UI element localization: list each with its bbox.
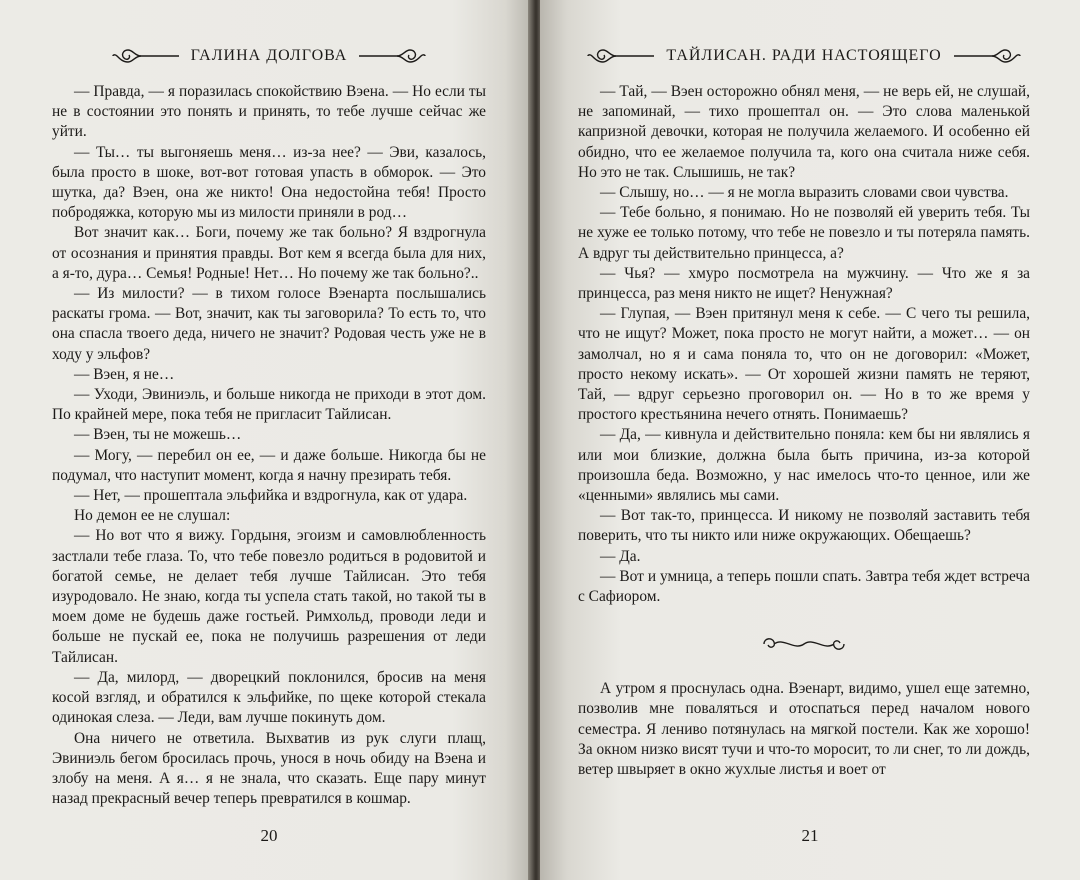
paragraph: — Вот и умница, а теперь пошли спать. Завтра тебя ждет встреча с Сафиором. bbox=[578, 567, 1030, 606]
paragraph: — Правда, — я поразилась спокойствию Вэена. — Но если ты не в состоянии это понять и принять, то тебе лучше сейчас же уйти. bbox=[52, 83, 486, 141]
flourish-right-ornament bbox=[357, 47, 427, 65]
paragraph: — Вот так-то, принцесса. И никому не позволяй заставить тебя поверить, что ты никто или ниже окружающих. Обещаешь? bbox=[578, 507, 1030, 545]
paragraph: — Могу, — перебил он ее, — и даже больше. Никогда бы не подумал, что наступит момент, когда я начну презирать тебя. bbox=[52, 446, 486, 484]
left-running-head-title: ГАЛИНА ДОЛГОВА bbox=[190, 47, 348, 64]
paragraph: Она ничего не ответила. Выхватив из рук слуги плащ, Эвиниэль бегом бросилась прочь, унося в ночь обиду на Вэена и злобу на меня. А я… я не знала, что сказать. Еще пару минут назад прекрасный вечер теперь превратился в кошмар. bbox=[52, 729, 486, 808]
paragraph: — Уходи, Эвиниэль, и больше никогда не приходи в этот дом. По крайней мере, пока тебя не пригласит Тайлисан. bbox=[52, 386, 486, 424]
right-running-head-title: ТАЙЛИСАН. РАДИ НАСТОЯЩЕГО bbox=[666, 47, 942, 64]
paragraph: — Тай, — Вэен осторожно обнял меня, — не верь ей, не слушай, не запоминай, — тихо прошептал он. — Это слова маленькой капризной девочки, которая не получила желаемого. И особенно ей обидно, что ее желаемое получила та, кого она считала ниже себя. Но это не так. Слышишь, не так? bbox=[578, 83, 1030, 181]
paragraph: А утром я проснулась одна. Вэенарт, видимо, ушел еще затемно, позволив мне поваляться и отоспаться перед началом нового семестра. Я лениво потянулась на мягкой постели. Как же хорошо! За окном низко висят тучи и что-то моросит, то ли снег, то ли дождь, ветер швыряет в окно жухлые листья и воет от bbox=[578, 680, 1030, 779]
paragraph: — Да, милорд, — дворецкий поклонился, бросив на меня косой взгляд, и обратился к эльфийке, по щеке которой стекала одинокая слеза. — Леди, вам лучше покинуть дом. bbox=[52, 668, 486, 727]
paragraph: — Тебе больно, я понимаю. Но не позволяй ей уверить тебя. Ты не хуже ее только потому, что тебе не повезло и ты потеряла память. А вдруг ты действительно принцесса, а? bbox=[578, 204, 1030, 262]
paragraph: — Ты… ты выгоняешь меня… из-за нее? — Эви, казалось, была просто в шоке, вот-вот готовая упасть в обморок. — Это шутка, да? Вэен, она же никто! Она недостойна тебя! Просто побродяжка, которую мы из милости приняли в род… bbox=[52, 143, 486, 222]
left-page-number: 20 bbox=[260, 826, 278, 845]
left-page bbox=[0, 0, 532, 880]
flourish-right-ornament bbox=[952, 47, 1022, 65]
scroll-ornament-icon bbox=[754, 633, 854, 655]
paragraph: — Вэен, я не… bbox=[74, 365, 175, 383]
flourish-left-ornament bbox=[111, 47, 181, 65]
paragraph: — Да. bbox=[600, 547, 641, 565]
left-body-text bbox=[52, 82, 486, 809]
paragraph: Но демон ее не слушал: bbox=[74, 507, 231, 525]
paragraph: — Слышу, но… — я не могла выразить словами свои чувства. bbox=[600, 184, 1009, 202]
paragraph: — Чья? — хмуро посмотрела на мужчину. — Что же я за принцесса, раз меня никто не ищет? Ненужная? bbox=[578, 264, 1030, 303]
paragraph: — Да, — кивнула и действительно поняла: кем бы ни являлись я или мои близкие, должна была быть причина, из-за которой произошла беда. Возможно, у нас имелось что-то ценное, или же «ценными» являлись мы сами. bbox=[578, 426, 1030, 505]
paragraph: — Из милости? — в тихом голосе Вэенарта послышались раскаты грома. — Вот, значит, как ты заговорила? То есть то, что она спасла твоего деда, ничего не значит? Родовая честь уже не в ходу у эльфов? bbox=[52, 285, 486, 363]
left-running-head bbox=[52, 44, 486, 68]
right-page-number: 21 bbox=[801, 826, 819, 845]
paragraph: Вот значит как… Боги, почему же так больно? Я вздрогнула от осознания и принятия правды. Вот кем я всегда была для них, а я-то, дура… Семья! Родные! Нет… Но почему же так больно?.. bbox=[52, 224, 486, 282]
right-running-head bbox=[578, 44, 1030, 68]
paragraph: — Глупая, — Вэен притянул меня к себе. — С чего ты решила, что не ищут? Может, пока просто не могут найти, а может… — он замолчал, но я и сама поняла то, что он не договорил: «Может, просто некому искать». — От хорошей жизни память не теряют, Тай, — вдруг серьезно проговорил он. — Но в то же время у простого крестьянина нечего отнять. Понимаешь? bbox=[578, 305, 1030, 424]
paragraph: — Но вот что я вижу. Гордыня, эгоизм и самовлюбленность застлали тебе глаза. То, что тебе повезло родиться в родовитой и богатой семье, не делает тебя лучше Тайлисан. Это тебя изуродовало. Не знаю, когда ты успела стать такой, но такой ты в моем доме не будешь даже гостьей. Римхольд, проводи леди и больше не пускай ее, пока не получишь разрешения от леди Тайлисан. bbox=[52, 527, 486, 666]
paragraph: — Нет, — прошептала эльфийка и вздрогнула, как от удара. bbox=[74, 487, 468, 505]
section-break-ornament bbox=[578, 633, 1030, 655]
right-body-text bbox=[578, 82, 1030, 780]
flourish-left-ornament bbox=[586, 47, 656, 65]
right-page bbox=[540, 0, 1080, 880]
paragraph: — Вэен, ты не можешь… bbox=[74, 426, 242, 444]
